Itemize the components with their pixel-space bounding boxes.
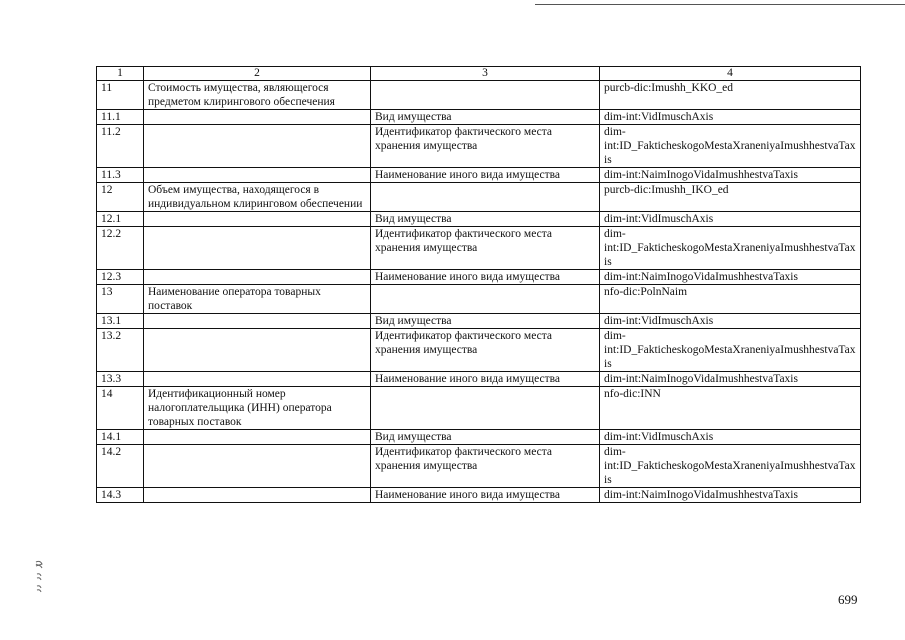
row-number-cell: 14.1 (97, 430, 144, 445)
attribute-cell: Вид имущества (371, 430, 600, 445)
code-cell: dim-int:ID_FaktіcheskogoMestaXraneniyaImushhestvaTaxis (600, 329, 861, 372)
code-cell: nfo-dic:PolnNaim (600, 285, 861, 314)
indicator-name-cell: Объем имущества, находящегося в индивидуальном клиринговом обеспечении (144, 183, 371, 212)
indicator-name-cell (144, 329, 371, 372)
attribute-cell: Идентификатор фактического места хранения имущества (371, 227, 600, 270)
indicator-name-cell (144, 125, 371, 168)
row-number-cell: 13.2 (97, 329, 144, 372)
attribute-cell (371, 81, 600, 110)
indicator-name-cell (144, 430, 371, 445)
code-cell: dim-int:VidImuschAxis (600, 430, 861, 445)
attribute-cell: Идентификатор фактического места хранения имущества (371, 125, 600, 168)
table-row (97, 314, 861, 329)
table-row (97, 125, 861, 168)
row-number-cell: 12.3 (97, 270, 144, 285)
table-row (97, 110, 861, 125)
table-row (97, 488, 861, 503)
indicator-name-cell (144, 212, 371, 227)
row-number-cell: 14.2 (97, 445, 144, 488)
attribute-cell (371, 387, 600, 430)
attribute-cell: Идентификатор фактического места хранения имущества (371, 445, 600, 488)
attribute-cell: Вид имущества (371, 110, 600, 125)
code-cell: dim-int:VidImuschAxis (600, 314, 861, 329)
table-row (97, 285, 861, 314)
column-number-row (97, 67, 861, 81)
column-number-2: 2 (144, 67, 371, 81)
indicator-name-cell (144, 314, 371, 329)
column-number-1: 1 (97, 67, 144, 81)
code-cell: dim-int:ID_FaktіcheskogoMestaXraneniyaImushhestvaTaxis (600, 227, 861, 270)
indicator-name-cell: Идентификационный номер налогоплательщика (ИНН) оператора товарных поставок (144, 387, 371, 430)
attribute-cell: Вид имущества (371, 212, 600, 227)
table-row (97, 183, 861, 212)
table-row (97, 387, 861, 430)
row-number-cell: 13 (97, 285, 144, 314)
code-cell: purcb-dic:Imushh_KKO_ed (600, 81, 861, 110)
page-number: 699 (838, 592, 858, 607)
code-cell: dim-int:NaimInogoVidaImushhestvaTaxis (600, 168, 861, 183)
table-row (97, 329, 861, 372)
row-number-cell: 12.2 (97, 227, 144, 270)
table-row (97, 212, 861, 227)
row-number-cell: 14 (97, 387, 144, 430)
row-number-cell: 13.3 (97, 372, 144, 387)
row-number-cell: 11.1 (97, 110, 144, 125)
row-number-cell: 14.3 (97, 488, 144, 503)
table-row (97, 168, 861, 183)
attribute-cell (371, 285, 600, 314)
column-number-4: 4 (600, 67, 861, 81)
code-cell: dim-int:NaimInogoVidaImushhestvaTaxis (600, 372, 861, 387)
scan-artifact-icon (34, 560, 46, 596)
row-number-cell: 13.1 (97, 314, 144, 329)
indicator-name-cell: Стоимость имущества, являющегося предметом клирингового обеспечения (144, 81, 371, 110)
top-rule (535, 4, 905, 5)
code-cell: dim-int:ID_FaktіcheskogoMestaXraneniyaImushhestvaTaxis (600, 125, 861, 168)
code-cell: dim-int:NaimInogoVidaImushhestvaTaxis (600, 270, 861, 285)
column-number-3: 3 (371, 67, 600, 81)
row-number-cell: 12 (97, 183, 144, 212)
row-number-cell: 11.2 (97, 125, 144, 168)
table-row (97, 445, 861, 488)
code-cell: dim-int:VidImuschAxis (600, 110, 861, 125)
indicator-name-cell (144, 270, 371, 285)
attribute-cell: Наименование иного вида имущества (371, 372, 600, 387)
code-cell: purcb-dic:Imushh_IKO_ed (600, 183, 861, 212)
indicator-name-cell (144, 227, 371, 270)
indicator-name-cell (144, 168, 371, 183)
attribute-cell: Наименование иного вида имущества (371, 488, 600, 503)
attribute-cell (371, 183, 600, 212)
code-cell: dim-int:VidImuschAxis (600, 212, 861, 227)
code-cell: nfo-dic:INN (600, 387, 861, 430)
indicator-name-cell (144, 445, 371, 488)
scan-margin-mark (34, 560, 46, 598)
attribute-cell: Наименование иного вида имущества (371, 168, 600, 183)
table-body (97, 81, 861, 503)
table-row (97, 430, 861, 445)
code-cell: dim-int:ID_FaktіcheskogoMestaXraneniyaImushhestvaTaxis (600, 445, 861, 488)
table-row (97, 270, 861, 285)
attribute-cell: Идентификатор фактического места хранения имущества (371, 329, 600, 372)
table-row (97, 372, 861, 387)
indicator-name-cell: Наименование оператора товарных поставок (144, 285, 371, 314)
document-table (96, 66, 861, 503)
row-number-cell: 11 (97, 81, 144, 110)
attribute-cell: Наименование иного вида имущества (371, 270, 600, 285)
row-number-cell: 11.3 (97, 168, 144, 183)
indicator-name-cell (144, 372, 371, 387)
attribute-cell: Вид имущества (371, 314, 600, 329)
row-number-cell: 12.1 (97, 212, 144, 227)
code-cell: dim-int:NaimInogoVidaImushhestvaTaxis (600, 488, 861, 503)
indicator-name-cell (144, 488, 371, 503)
table-row (97, 227, 861, 270)
table-row (97, 81, 861, 110)
indicator-name-cell (144, 110, 371, 125)
